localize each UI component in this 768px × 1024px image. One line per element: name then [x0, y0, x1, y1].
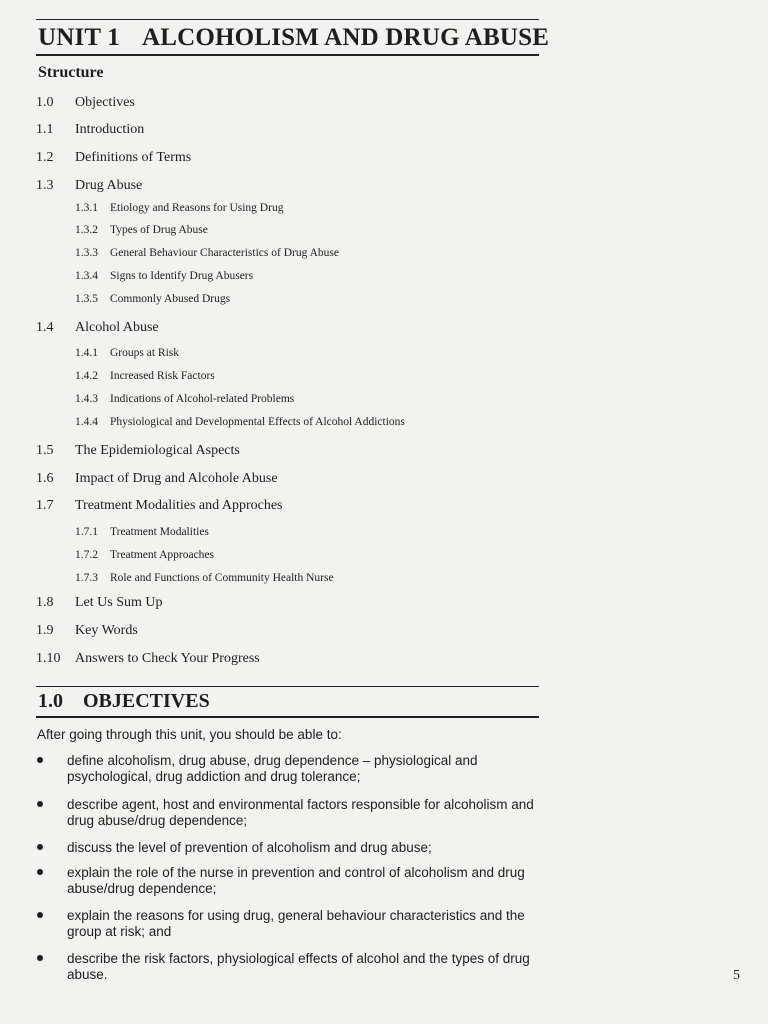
toc-title: Treatment Modalities [110, 526, 209, 538]
toc-number: 1.7.3 [75, 572, 98, 584]
top-rule [36, 19, 539, 20]
page-number: 5 [733, 968, 740, 983]
toc-number: 1.7 [36, 498, 54, 513]
toc-number: 1.3.5 [75, 293, 98, 305]
toc-title: General Behaviour Characteristics of Drug Abuse [110, 247, 339, 259]
toc-number: 1.4.2 [75, 370, 98, 382]
unit-title [38, 24, 549, 52]
toc-number: 1.7.1 [75, 526, 98, 538]
toc-number: 1.4 [36, 320, 54, 335]
objective-text: explain the role of the nurse in prevention and control of alcoholism and drug abuse/drug dependence; [67, 865, 525, 896]
toc-title: Signs to Identify Drug Abusers [110, 270, 254, 282]
objective-item [67, 865, 537, 897]
toc-title: Increased Risk Factors [110, 370, 215, 382]
toc-title: Definitions of Terms [75, 150, 192, 165]
toc-title: Groups at Risk [110, 347, 179, 359]
toc-number: 1.3.4 [75, 270, 98, 282]
toc-title: Types of Drug Abuse [110, 224, 208, 236]
objectives-top-rule [36, 686, 539, 687]
toc-number: 1.6 [36, 471, 54, 486]
objective-text: describe the risk factors, physiological effects of alcohol and the types of drug abuse. [67, 951, 530, 982]
toc-number: 1.3.3 [75, 247, 98, 259]
objective-text: explain the reasons for using drug, general behaviour characteristics and the group at risk; and [67, 908, 525, 939]
toc-number: 1.8 [36, 595, 54, 610]
toc-title: The Epidemiological Aspects [75, 443, 240, 458]
bullet-icon [37, 912, 43, 918]
toc-number: 1.4.3 [75, 393, 98, 405]
structure-heading: Structure [38, 64, 104, 81]
section-number: 1.0 [38, 690, 63, 712]
toc-number: 1.4.4 [75, 416, 98, 428]
section-title: OBJECTIVES [83, 690, 210, 712]
toc-number: 1.0 [36, 95, 54, 110]
toc-title: Role and Functions of Community Health Nurse [110, 572, 334, 584]
toc-title: Indications of Alcohol-related Problems [110, 393, 295, 405]
bullet-icon [37, 844, 43, 850]
bullet-icon [37, 757, 43, 763]
bullet-icon [37, 801, 43, 807]
toc-number: 1.5 [36, 443, 54, 458]
objective-item [67, 753, 537, 785]
unit-label: UNIT 1 [38, 24, 121, 51]
objective-text: discuss the level of prevention of alcoholism and drug abuse; [67, 840, 432, 855]
bullet-icon [37, 955, 43, 961]
objective-item [67, 797, 537, 829]
bullet-icon [37, 869, 43, 875]
toc-title: Let Us Sum Up [75, 595, 163, 610]
unit-heading: ALCOHOLISM AND DRUG ABUSE [142, 24, 550, 51]
toc-title: Introduction [75, 122, 145, 137]
title-underline [36, 54, 539, 56]
objective-item [67, 908, 537, 940]
toc-number: 1.3 [36, 178, 54, 193]
toc-number: 1.10 [36, 651, 61, 666]
objective-item [67, 951, 537, 983]
toc-number: 1.9 [36, 623, 54, 638]
objective-item [67, 840, 537, 856]
toc-title: Answers to Check Your Progress [75, 651, 260, 666]
toc-title: Etiology and Reasons for Using Drug [110, 202, 284, 214]
objectives-intro: After going through this unit, you should be able to: [37, 727, 342, 742]
toc-number: 1.2 [36, 150, 54, 165]
toc-title: Physiological and Developmental Effects of Alcohol Addictions [110, 416, 405, 428]
toc-number: 1.3.2 [75, 224, 98, 236]
toc-title: Objectives [75, 95, 135, 110]
toc-title: Key Words [75, 623, 138, 638]
objective-text: define alcoholism, drug abuse, drug dependence – physiological and psychological, drug addiction and drug tolerance; [67, 753, 478, 784]
toc-title: Treatment Modalities and Approches [75, 498, 283, 513]
toc-title: Alcohol Abuse [75, 320, 159, 335]
objectives-bottom-rule [36, 716, 539, 718]
toc-title: Commonly Abused Drugs [110, 293, 231, 305]
toc-number: 1.4.1 [75, 347, 98, 359]
toc-title: Treatment Approaches [110, 549, 215, 561]
toc-number: 1.7.2 [75, 549, 98, 561]
toc-number: 1.1 [36, 122, 54, 137]
objectives-heading [38, 690, 210, 713]
toc-title: Drug Abuse [75, 178, 143, 193]
toc-title: Impact of Drug and Alcohole Abuse [75, 471, 278, 486]
objective-text: describe agent, host and environmental factors responsible for alcoholism and drug abuse/drug dependence; [67, 797, 534, 828]
toc-number: 1.3.1 [75, 202, 98, 214]
